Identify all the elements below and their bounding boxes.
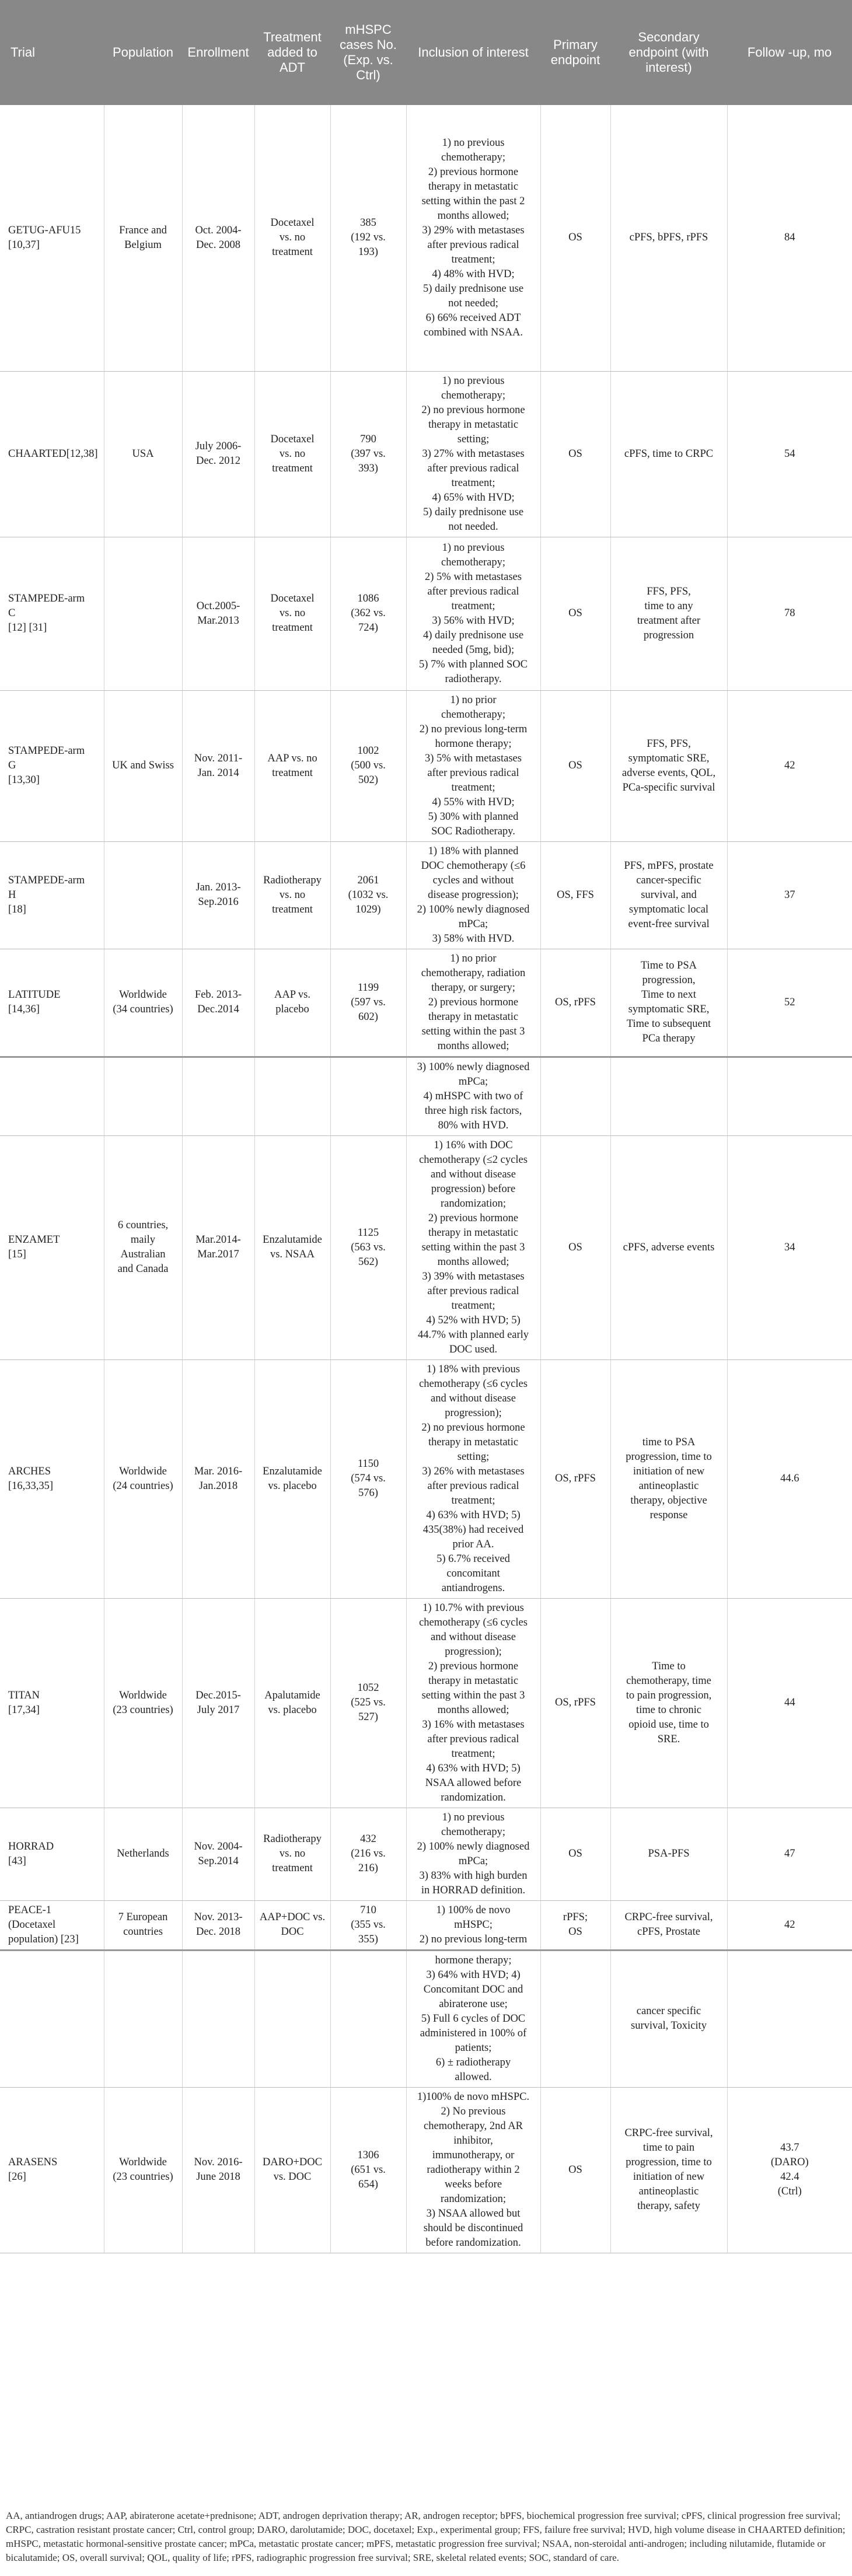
cell-inclusion: 1) no previous chemotherapy; 2) previous hormone therapy in metastatic setting within the past 2 months allowed; 3) 29% with metastases after previous radical treatment; 4) 48% with HVD; 5) daily prednisone use not needed; 6) 66% received ADT combined with NSAA.	[406, 105, 540, 371]
cell-followup: 43.7 (DARO) 42.4 (Ctrl)	[727, 2087, 852, 2253]
cell-followup: 54	[727, 371, 852, 537]
cell-trial: ENZAMET [15]	[0, 1135, 104, 1359]
cell-treatment: AAP vs. no treatment	[254, 690, 330, 841]
cell-inclusion: 1) no prior chemotherapy, radiation therapy, or surgery; 2) previous hormone therapy in metastatic setting within the past 3 months allowed;	[406, 949, 540, 1057]
cell-secondary: cPFS, time to CRPC	[610, 371, 727, 537]
cell-primary: rPFS; OS	[540, 1900, 610, 1950]
cell-population: Worldwide (23 countries)	[104, 2087, 182, 2253]
cell-cases: 432 (216 vs. 216)	[330, 1808, 406, 1900]
cell-trial: CHAARTED[12,38]	[0, 371, 104, 537]
table-row	[0, 1057, 852, 1135]
cell-population	[104, 1057, 182, 1135]
cell-treatment	[254, 1057, 330, 1135]
cell-population: 7 European countries	[104, 1900, 182, 1950]
cell-cases: 385 (192 vs. 193)	[330, 105, 406, 371]
table-row	[0, 690, 852, 841]
table-body	[0, 105, 852, 2253]
header-trial: Trial	[11, 45, 35, 60]
cell-inclusion: 1) no prior chemotherapy; 2) no previous long-term hormone therapy; 3) 5% with metastases after previous radical treatment; 4) 55% with HVD; 5) 30% with planned SOC Radiotherapy.	[406, 690, 540, 841]
cell-inclusion: 1) 18% with planned DOC chemotherapy (≤6 cycles and without disease progression); 2) 100% newly diagnosed mPCa; 3) 58% with HVD.	[406, 841, 540, 949]
cell-secondary: PFS, mPFS, prostate cancer-specific survival, and symptomatic local event-free survival	[610, 841, 727, 949]
table-row	[0, 1359, 852, 1598]
cell-treatment: DARO+DOC vs. DOC	[254, 2087, 330, 2253]
cell-enrollment: Oct.2005- Mar.2013	[182, 537, 254, 690]
cell-population: Netherlands	[104, 1808, 182, 1900]
cell-followup: 44.6	[727, 1359, 852, 1598]
cell-cases: 710 (355 vs. 355)	[330, 1900, 406, 1950]
cell-followup: 42	[727, 690, 852, 841]
cell-followup: 44	[727, 1598, 852, 1808]
cell-inclusion: 1) 16% with DOC chemotherapy (≤2 cycles and without disease progression) before randomization; 2) previous hormone therapy in metastatic setting within the past 3 months allowed; 3) 39% with metastases after previous radical treatment; 4) 52% with HVD; 5) 44.7% with planned early DOC used.	[406, 1135, 540, 1359]
cell-primary: OS, rPFS	[540, 949, 610, 1057]
cell-secondary: FFS, PFS, symptomatic SRE, adverse events, QOL, PCa-specific survival	[610, 690, 727, 841]
cell-primary: OS	[540, 2087, 610, 2253]
cell-enrollment: Nov. 2016- June 2018	[182, 2087, 254, 2253]
cell-population: UK and Swiss	[104, 690, 182, 841]
cell-trial: STAMPEDE-arm G [13,30]	[0, 690, 104, 841]
cell-cases: 1150 (574 vs. 576)	[330, 1359, 406, 1598]
cell-cases: 1086 (362 vs. 724)	[330, 537, 406, 690]
table-row	[0, 949, 852, 1057]
cell-inclusion: 1) 100% de novo mHSPC; 2) no previous long-term	[406, 1900, 540, 1950]
cell-inclusion: 1) no previous chemotherapy; 2) 5% with metastases after previous radical treatment; 3) 56% with HVD; 4) daily prednisone use needed (5mg, bid); 5) 7% with planned SOC radiotherapy.	[406, 537, 540, 690]
cell-trial: ARCHES [16,33,35]	[0, 1359, 104, 1598]
cell-trial: ARASENS [26]	[0, 2087, 104, 2253]
cell-primary: OS	[540, 690, 610, 841]
table-row	[0, 2087, 852, 2253]
cell-enrollment: July 2006- Dec. 2012	[182, 371, 254, 537]
cell-secondary: cPFS, adverse events	[610, 1135, 727, 1359]
cell-inclusion: 1) no previous chemotherapy; 2) 100% newly diagnosed mPCa; 3) 83% with high burden in HORRAD definition.	[406, 1808, 540, 1900]
cell-secondary	[610, 1057, 727, 1135]
cell-followup: 47	[727, 1808, 852, 1900]
cell-primary: OS	[540, 537, 610, 690]
cell-population	[104, 841, 182, 949]
cell-followup: 52	[727, 949, 852, 1057]
cell-secondary: PSA-PFS	[610, 1808, 727, 1900]
cell-primary: OS, rPFS	[540, 1598, 610, 1808]
cell-cases	[330, 1057, 406, 1135]
cell-treatment: Enzalutamide vs. placebo	[254, 1359, 330, 1598]
header-population: Population	[113, 45, 173, 60]
cell-secondary: cancer specific survival, Toxicity	[610, 1950, 727, 2087]
table-row	[0, 1900, 852, 1950]
cell-enrollment: Mar. 2016- Jan.2018	[182, 1359, 254, 1598]
cell-population	[104, 1950, 182, 2087]
table-footnote: AA, antiandrogen drugs; AAP, abiraterone acetate+prednisone; ADT, androgen deprivation therapy; AR, androgen receptor; bPFS, biochemical progression free survival; cPFS, clinical progression free survival; CRPC, castration resistant prostate cancer; Ctrl, control group; DARO, darolutamide; DOC, docetaxel; Exp., experimental group; FFS, failure free survival; HVD, high volume disease in CHAARTED definition; mHSPC, metastatic hormonal-sensitive prostate cancer; mPCa, metastatic prostate cancer; mPFS, metastatic progression free survival; NSAA, non-steroidal anti-androgen; including nilutamide, flutamide or bicalutamide; OS, overall survival; QOL, quality of life; rPFS, radiographic progression free survival; SRE, skeletal related events; SOC, standard of care.	[6, 2510, 846, 2563]
header-primary-endpoint: Primary endpoint	[550, 37, 600, 67]
cell-enrollment: Nov. 2011- Jan. 2014	[182, 690, 254, 841]
cell-primary: OS, rPFS	[540, 1359, 610, 1598]
cell-population: Worldwide (23 countries)	[104, 1598, 182, 1808]
cell-trial: LATITUDE [14,36]	[0, 949, 104, 1057]
cell-trial: TITAN [17,34]	[0, 1598, 104, 1808]
cell-secondary: time to PSA progression, time to initiation of new antineoplastic therapy, objective response	[610, 1359, 727, 1598]
header-treatment: Treatment added to ADT	[263, 30, 322, 75]
cell-secondary: cPFS, bPFS, rPFS	[610, 105, 727, 371]
cell-primary: OS, FFS	[540, 841, 610, 949]
cell-trial: STAMPEDE-arm H [18]	[0, 841, 104, 949]
cell-cases	[330, 1950, 406, 2087]
cell-secondary: Time to PSA progression, Time to next symptomatic SRE, Time to subsequent PCa therapy	[610, 949, 727, 1057]
cell-enrollment: Mar.2014- Mar.2017	[182, 1135, 254, 1359]
table-row	[0, 1598, 852, 1808]
cell-primary: OS	[540, 1808, 610, 1900]
cell-cases: 2061 (1032 vs. 1029)	[330, 841, 406, 949]
cell-primary	[540, 1950, 610, 2087]
cell-cases: 790 (397 vs. 393)	[330, 371, 406, 537]
cell-enrollment: Nov. 2013- Dec. 2018	[182, 1900, 254, 1950]
cell-population: France and Belgium	[104, 105, 182, 371]
header-enrollment: Enrollment	[187, 45, 249, 60]
cell-primary: OS	[540, 371, 610, 537]
cell-inclusion: 1) 10.7% with previous chemotherapy (≤6 cycles and without disease progression); 2) previous hormone therapy in metastatic setting within the past 3 months allowed; 3) 16% with metastases after previous radical treatment; 4) 63% with HVD; 5) NSAA allowed before randomization.	[406, 1598, 540, 1808]
cell-followup: 37	[727, 841, 852, 949]
cell-population: Worldwide (24 countries)	[104, 1359, 182, 1598]
cell-inclusion: 1) 18% with previous chemotherapy (≤6 cycles and without disease progression); 2) no previous hormone therapy in metastatic setting; 3) 26% with metastases after previous radical treatment; 4) 63% with HVD; 5) 435(38%) had received prior AA. 5) 6.7% received concomitant antiandrogens.	[406, 1359, 540, 1598]
table-row	[0, 841, 852, 949]
cell-treatment: AAP+DOC vs. DOC	[254, 1900, 330, 1950]
table-row	[0, 1950, 852, 2087]
cell-followup: 42	[727, 1900, 852, 1950]
cell-treatment: Docetaxel vs. no treatment	[254, 105, 330, 371]
table-row	[0, 105, 852, 371]
cell-enrollment	[182, 1950, 254, 2087]
cell-cases: 1002 (500 vs. 502)	[330, 690, 406, 841]
table-header-row	[0, 0, 852, 105]
cell-population	[104, 537, 182, 690]
cell-inclusion: 3) 100% newly diagnosed mPCa; 4) mHSPC with two of three high risk factors, 80% with HVD.	[406, 1057, 540, 1135]
cell-trial: STAMPEDE-arm C [12] [31]	[0, 537, 104, 690]
table-row	[0, 537, 852, 690]
cell-secondary: FFS, PFS, time to any treatment after progression	[610, 537, 727, 690]
cell-trial: PEACE-1 (Docetaxel population) [23]	[0, 1900, 104, 1950]
cell-treatment: Enzalutamide vs. NSAA	[254, 1135, 330, 1359]
cell-treatment: Docetaxel vs. no treatment	[254, 537, 330, 690]
cell-cases: 1306 (651 vs. 654)	[330, 2087, 406, 2253]
cell-enrollment: Oct. 2004- Dec. 2008	[182, 105, 254, 371]
cell-followup: 78	[727, 537, 852, 690]
cell-treatment: Docetaxel vs. no treatment	[254, 371, 330, 537]
cell-primary	[540, 1057, 610, 1135]
cell-trial	[0, 1057, 104, 1135]
table-row	[0, 371, 852, 537]
cell-cases: 1052 (525 vs. 527)	[330, 1598, 406, 1808]
header-inclusion: Inclusion of interest	[418, 45, 529, 60]
cell-primary: OS	[540, 1135, 610, 1359]
cell-treatment: Radiotherapy vs. no treatment	[254, 841, 330, 949]
header-follow-up: Follow -up, mo	[747, 45, 832, 60]
cell-secondary: CRPC-free survival, time to pain progression, time to initiation of new antineoplastic therapy, safety	[610, 2087, 727, 2253]
cell-population: 6 countries, maily Australian and Canada	[104, 1135, 182, 1359]
cell-treatment: Radiotherapy vs. no treatment	[254, 1808, 330, 1900]
cell-treatment: Apalutamide vs. placebo	[254, 1598, 330, 1808]
cell-trial: HORRAD [43]	[0, 1808, 104, 1900]
cell-inclusion: hormone therapy; 3) 64% with HVD; 4) Concomitant DOC and abiraterone use; 5) Full 6 cycles of DOC administered in 100% of patients; 6) ± radiotherapy allowed.	[406, 1950, 540, 2087]
header-secondary-endpoint: Secondary endpoint (with interest)	[628, 30, 709, 75]
table-row	[0, 1135, 852, 1359]
cell-treatment	[254, 1950, 330, 2087]
cell-treatment: AAP vs. placebo	[254, 949, 330, 1057]
cell-trial	[0, 1950, 104, 2087]
header-cases: mHSPC cases No. (Exp. vs. Ctrl)	[340, 22, 397, 82]
cell-followup	[727, 1950, 852, 2087]
cell-population: USA	[104, 371, 182, 537]
cell-followup	[727, 1057, 852, 1135]
cell-cases: 1199 (597 vs. 602)	[330, 949, 406, 1057]
cell-followup: 84	[727, 105, 852, 371]
cell-trial: GETUG-AFU15 [10,37]	[0, 105, 104, 371]
cell-secondary: CRPC-free survival, cPFS, Prostate	[610, 1900, 727, 1950]
table-row	[0, 1808, 852, 1900]
cell-inclusion: 1) no previous chemotherapy; 2) no previous hormone therapy in metastatic setting; 3) 27% with metastases after previous radical treatment; 4) 65% with HVD; 5) daily prednisone use not needed.	[406, 371, 540, 537]
cell-population: Worldwide (34 countries)	[104, 949, 182, 1057]
cell-enrollment: Feb. 2013- Dec.2014	[182, 949, 254, 1057]
cell-enrollment: Nov. 2004- Sep.2014	[182, 1808, 254, 1900]
cell-cases: 1125 (563 vs. 562)	[330, 1135, 406, 1359]
cell-enrollment: Dec.2015- July 2017	[182, 1598, 254, 1808]
cell-followup: 34	[727, 1135, 852, 1359]
cell-enrollment: Jan. 2013- Sep.2016	[182, 841, 254, 949]
cell-enrollment	[182, 1057, 254, 1135]
cell-primary: OS	[540, 105, 610, 371]
cell-secondary: Time to chemotherapy, time to pain progression, time to chronic opioid use, time to SRE.	[610, 1598, 727, 1808]
cell-inclusion: 1)100% de novo mHSPC. 2) No previous chemotherapy, 2nd AR inhibitor, immunotherapy, or radiotherapy within 2 weeks before randomization; 3) NSAA allowed but should be discontinued before randomization.	[406, 2087, 540, 2253]
